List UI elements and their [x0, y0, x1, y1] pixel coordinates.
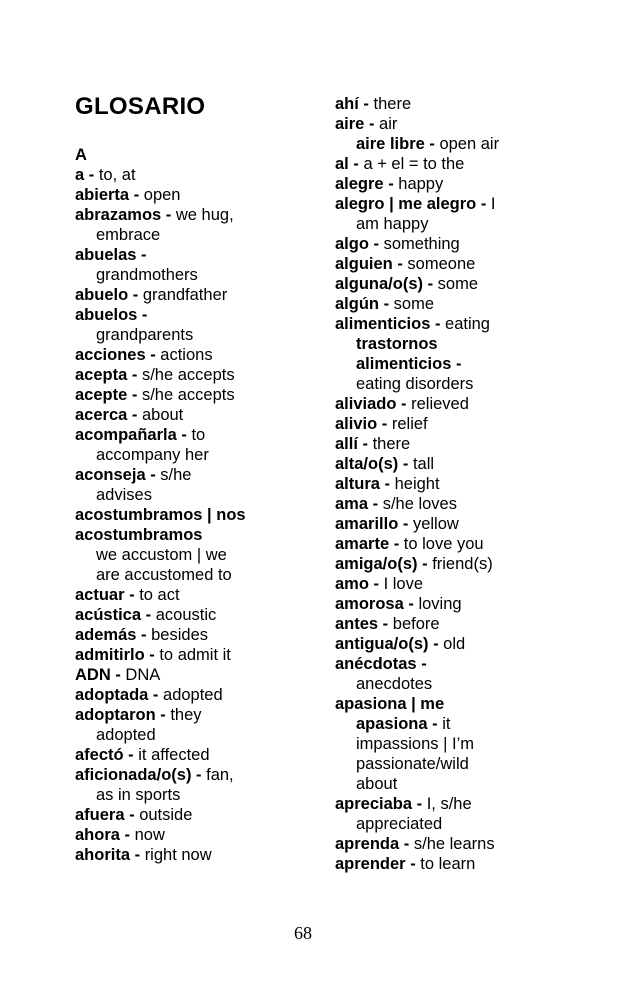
glossary-term: aprenda -: [335, 835, 414, 853]
left-column: [75, 93, 327, 865]
glossary-term: alimenticios -: [335, 315, 446, 333]
glossary-line: [75, 165, 327, 185]
glossary-term: alegro | me alegro -: [335, 195, 491, 213]
glossary-definition: before: [392, 615, 440, 633]
glossary-line: [335, 674, 591, 694]
glossary-line: [335, 734, 591, 754]
glossary-definition: tall: [412, 455, 435, 473]
glossary-definition: they: [170, 706, 202, 724]
glossary-definition: eating disorders: [356, 375, 474, 393]
glossary-line: [75, 285, 327, 305]
glossary-term: alimenticios -: [356, 355, 462, 373]
glossary-term: acepta -: [75, 366, 142, 384]
glossary-definition: loving: [418, 595, 462, 613]
glossary-definition: am happy: [356, 215, 429, 233]
glossary-line: [335, 114, 591, 134]
glossary-definition: some: [437, 275, 479, 293]
glossary-term: afuera -: [75, 806, 140, 824]
glossary-line: [335, 334, 591, 354]
glossary-line: [335, 194, 591, 214]
glossary-term: abuelas -: [75, 246, 147, 264]
glossary-definition: grandfather: [142, 286, 228, 304]
glossary-definition: I, s/he: [426, 795, 472, 813]
glossary-definition: relief: [391, 415, 428, 433]
glossary-term: anécdotas -: [335, 655, 427, 673]
glossary-line: [75, 365, 327, 385]
glossary-line: [335, 794, 591, 814]
glossary-line: [75, 665, 327, 685]
glossary-definition: height: [394, 475, 440, 493]
glossary-term: admitirlo -: [75, 646, 160, 664]
glossary-definition: open air: [439, 135, 500, 153]
glossary-term: aprender -: [335, 855, 421, 873]
glossary-line: [75, 145, 327, 165]
glossary-term: A: [75, 146, 87, 164]
glossary-term: aconseja -: [75, 466, 161, 484]
glossary-line: [335, 394, 591, 414]
glossary-line: [75, 485, 327, 505]
glossary-term: alguna/o(s) -: [335, 275, 438, 293]
glossary-definition: yellow: [412, 515, 459, 533]
glossary-term: algún -: [335, 295, 394, 313]
glossary-term: allí -: [335, 435, 373, 453]
glossary-definition: to admit it: [159, 646, 231, 664]
glossary-line: [335, 714, 591, 734]
glossary-definition: old: [443, 635, 466, 653]
glossary-term: antes -: [335, 615, 393, 633]
glossary-term: abrazamos -: [75, 206, 176, 224]
glossary-definition: passionate/wild: [356, 755, 469, 773]
glossary-definition: to, at: [98, 166, 136, 184]
right-column-entries: [335, 94, 591, 874]
glossary-definition: eating: [445, 315, 490, 333]
glossary-term: afectó -: [75, 746, 139, 764]
glossary-term: ahora -: [75, 826, 135, 844]
glossary-line: [335, 554, 591, 574]
glossary-term: aire libre -: [356, 135, 440, 153]
glossary-line: [75, 685, 327, 705]
page-number: 68: [294, 923, 312, 943]
glossary-term: amiga/o(s) -: [335, 555, 433, 573]
glossary-line: [335, 374, 591, 394]
glossary-line: [75, 205, 327, 225]
glossary-line: [335, 414, 591, 434]
glossary-term: amarillo -: [335, 515, 413, 533]
glossary-definition: open: [143, 186, 181, 204]
glossary-definition: friend(s): [432, 555, 493, 573]
glossary-line: [75, 345, 327, 365]
glossary-definition: are accustomed to: [96, 566, 232, 584]
glossary-definition: embrace: [96, 226, 161, 244]
glossary-term: amarte -: [335, 535, 404, 553]
glossary-line: [335, 254, 591, 274]
glossary-line: [75, 245, 327, 265]
glossary-definition: anecdotes: [356, 675, 433, 693]
glossary-definition: s/he learns: [413, 835, 495, 853]
glossary-line: [75, 605, 327, 625]
right-column: [335, 94, 591, 874]
glossary-term: acostumbramos | nos: [75, 506, 246, 524]
glossary-term: apasiona -: [356, 715, 443, 733]
glossary-line: [75, 425, 327, 445]
glossary-term: ahorita -: [75, 846, 145, 864]
glossary-line: [335, 434, 591, 454]
glossary-definition: advises: [96, 486, 152, 504]
glossary-term: adoptada -: [75, 686, 164, 704]
glossary-term: apreciaba -: [335, 795, 427, 813]
glossary-line: [335, 854, 591, 874]
glossary-definition: I: [490, 195, 496, 213]
glossary-line: [335, 614, 591, 634]
glossary-definition: to act: [139, 586, 180, 604]
glossary-term: antigua/o(s) -: [335, 635, 444, 653]
glossary-definition: it affected: [138, 746, 210, 764]
glossary-line: [335, 814, 591, 834]
glossary-definition: accompany her: [96, 446, 209, 464]
glossary-line: [335, 774, 591, 794]
glossary-line: [335, 634, 591, 654]
glossary-line: [335, 474, 591, 494]
glossary-term: alguien -: [335, 255, 408, 273]
glossary-definition: impassions | I’m: [356, 735, 474, 753]
glossary-line: [75, 785, 327, 805]
glossary-line: [75, 405, 327, 425]
glossary-definition: I love: [383, 575, 424, 593]
glossary-line: [335, 134, 591, 154]
glossary-definition: right now: [144, 846, 212, 864]
glossary-term: acompañarla -: [75, 426, 192, 444]
glossary-term: aire -: [335, 115, 380, 133]
glossary-line: [75, 625, 327, 645]
glossary-definition: it: [442, 715, 451, 733]
glossary-term: abierta -: [75, 186, 144, 204]
glossary-definition: grandparents: [96, 326, 194, 344]
glossary-term: adoptaron -: [75, 706, 171, 724]
glossary-definition: acoustic: [155, 606, 217, 624]
glossary-definition: there: [372, 435, 411, 453]
glossary-line: [335, 494, 591, 514]
glossary-line: [335, 354, 591, 374]
glossary-definition: a + el = to the: [363, 155, 465, 173]
glossary-definition: to learn: [420, 855, 476, 873]
glossary-line: [335, 574, 591, 594]
glossary-term: ama -: [335, 495, 383, 513]
glossary-line: [335, 834, 591, 854]
glossary-line: [335, 214, 591, 234]
glossary-definition: actions: [160, 346, 213, 364]
glossary-line: [75, 265, 327, 285]
glossary-term: acostumbramos: [75, 526, 203, 544]
glossary-definition: about: [141, 406, 184, 424]
glossary-definition: something: [383, 235, 460, 253]
glossary-line: [335, 94, 591, 114]
glossary-definition: s/he accepts: [141, 366, 235, 384]
glossary-definition: relieved: [411, 395, 469, 413]
glossary-term: apasiona | me: [335, 695, 445, 713]
glossary-line: [75, 725, 327, 745]
glossary-line: [75, 705, 327, 725]
glossary-line: [335, 314, 591, 334]
glossary-line: [335, 534, 591, 554]
glossary-line: [335, 274, 591, 294]
glossary-line: [75, 505, 327, 525]
glossary-definition: fan,: [206, 766, 234, 784]
glossary-definition: s/he loves: [382, 495, 457, 513]
glossary-definition: appreciated: [356, 815, 443, 833]
glossary-line: [75, 765, 327, 785]
glossary-line: [75, 325, 327, 345]
glossary-line: [335, 514, 591, 534]
glossary-definition: someone: [407, 255, 476, 273]
glossary-definition: outside: [139, 806, 193, 824]
glossary-definition: as in sports: [96, 786, 181, 804]
glossary-line: [335, 694, 591, 714]
glossary-line: [75, 185, 327, 205]
glossary-line: [75, 525, 327, 545]
glossary-term: acústica -: [75, 606, 156, 624]
glossary-line: [75, 445, 327, 465]
glossary-definition: now: [134, 826, 165, 844]
glossary-line: [335, 754, 591, 774]
glossary-line: [335, 654, 591, 674]
glossary-term: ADN -: [75, 666, 126, 684]
glossary-term: aficionada/o(s) -: [75, 766, 207, 784]
page-title: GLOSARIO: [75, 93, 206, 120]
glossary-line: [335, 154, 591, 174]
glossary-line: [335, 294, 591, 314]
left-column-entries: [75, 145, 327, 865]
glossary-term: trastornos: [356, 335, 438, 353]
glossary-definition: s/he: [160, 466, 192, 484]
glossary-term: alegre -: [335, 175, 399, 193]
glossary-definition: DNA: [125, 666, 161, 684]
glossary-line: [75, 545, 327, 565]
glossary-definition: adopted: [96, 726, 156, 744]
glossary-term: altura -: [335, 475, 395, 493]
glossary-term: alivio -: [335, 415, 392, 433]
glossary-term: amo -: [335, 575, 384, 593]
glossary-line: [75, 825, 327, 845]
glossary-term: además -: [75, 626, 152, 644]
glossary-definition: some: [393, 295, 435, 313]
glossary-definition: happy: [398, 175, 444, 193]
glossary-line: [75, 385, 327, 405]
glossary-term: acerca -: [75, 406, 142, 424]
glossary-line: [335, 234, 591, 254]
glossary-line: [335, 174, 591, 194]
glossary-line: [75, 845, 327, 865]
glossary-term: aliviado -: [335, 395, 412, 413]
glossary-line: [75, 585, 327, 605]
glossary-line: [75, 305, 327, 325]
glossary-term: algo -: [335, 235, 384, 253]
glossary-term: amorosa -: [335, 595, 419, 613]
glossary-definition: we hug,: [175, 206, 234, 224]
glossary-line: [75, 805, 327, 825]
glossary-term: abuelos -: [75, 306, 148, 324]
glossary-definition: about: [356, 775, 398, 793]
glossary-term: al -: [335, 155, 364, 173]
glossary-term: acepte -: [75, 386, 142, 404]
glossary-term: alta/o(s) -: [335, 455, 413, 473]
glossary-line: [75, 465, 327, 485]
glossary-definition: adopted: [163, 686, 223, 704]
glossary-term: acciones -: [75, 346, 161, 364]
glossary-line: [75, 225, 327, 245]
glossary-term: a -: [75, 166, 99, 184]
glossary-definition: there: [373, 95, 412, 113]
glossary-term: abuelo -: [75, 286, 143, 304]
glossary-definition: air: [379, 115, 398, 133]
glossary-definition: besides: [151, 626, 208, 644]
glossary-definition: grandmothers: [96, 266, 198, 284]
glossary-line: [335, 454, 591, 474]
glossary-term: ahí -: [335, 95, 374, 113]
glossary-definition: we accustom | we: [96, 546, 227, 564]
glossary-definition: to: [191, 426, 206, 444]
glossary-definition: s/he accepts: [141, 386, 235, 404]
glossary-term: actuar -: [75, 586, 140, 604]
glossary-line: [75, 565, 327, 585]
glossary-line: [75, 745, 327, 765]
glossary-definition: to love you: [403, 535, 484, 553]
glossary-line: [75, 645, 327, 665]
glossary-line: [335, 594, 591, 614]
